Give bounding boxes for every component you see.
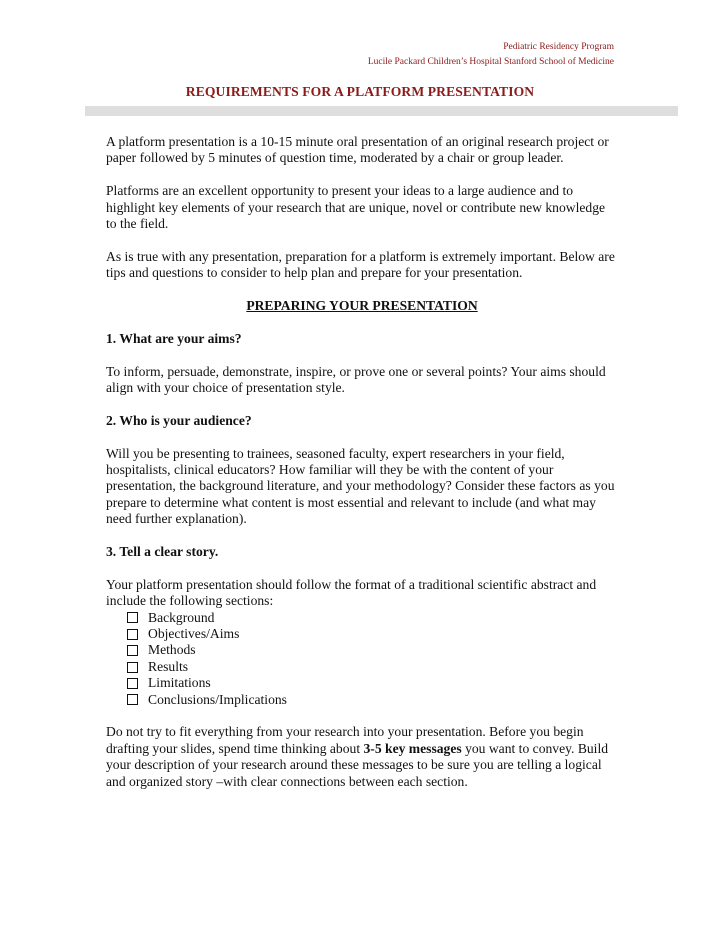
checklist-item bbox=[127, 626, 618, 642]
checklist-item bbox=[127, 610, 618, 626]
checklist-label: Background bbox=[148, 609, 215, 625]
closing-text-end: you want to convey. Build your description of your research around these messages to be sure you are telling a logical and organized story –with clear connections between each section. bbox=[106, 740, 609, 789]
sections-checklist bbox=[106, 610, 618, 708]
question-1-heading: 1. What are your aims? bbox=[106, 330, 242, 346]
question-3-heading: 3. Tell a clear story. bbox=[106, 544, 219, 560]
checklist-item bbox=[127, 659, 618, 675]
question-2-body: Will you be presenting to trainees, seasoned faculty, expert researchers in your field, hospitalists, clinical educators? How familiar will they be with the content of your presentation, the background literature, and your methodology? Consider these factors as you prepare to determine what content is most essential and relevant to include (and what may need further explanation). bbox=[106, 445, 615, 527]
intro-paragraph-1: A platform presentation is a 10-15 minute oral presentation of an original research project or paper followed by 5 minutes of question time, moderated by a chair or group leader. bbox=[106, 134, 609, 166]
question-1-body: To inform, persuade, demonstrate, inspire, or prove one or several points? Your aims should align with your choice of presentation style. bbox=[106, 363, 606, 396]
header-program: Pediatric Residency Program bbox=[503, 42, 614, 52]
checkbox-icon bbox=[127, 694, 138, 705]
key-messages-emphasis: 3-5 key messages bbox=[363, 740, 462, 756]
page-title: REQUIREMENTS FOR A PLATFORM PRESENTATION bbox=[185, 84, 535, 99]
checkbox-icon bbox=[127, 629, 138, 640]
checkbox-icon bbox=[127, 612, 138, 623]
question-3-body: Your platform presentation should follow the format of a traditional scientific abstract and include the following sections: bbox=[106, 576, 597, 609]
checklist-label: Objectives/Aims bbox=[148, 626, 240, 642]
closing-text-start: Do not try to fit everything from your research into your presentation. Before you begin drafting your slides, spend time thinking about bbox=[106, 724, 584, 756]
intro-paragraph-3: As is true with any presentation, preparation for a platform is extremely important. Below are tips and questions to consider to help plan and prepare for your presentation. bbox=[106, 248, 615, 281]
checklist-label: Methods bbox=[148, 642, 196, 658]
checklist-item bbox=[127, 642, 618, 658]
checkbox-icon bbox=[127, 645, 138, 656]
checklist-label: Results bbox=[148, 658, 189, 674]
checkbox-icon bbox=[127, 678, 138, 689]
checklist-label: Conclusions/Implications bbox=[148, 691, 287, 707]
section-title: PREPARING YOUR PRESENTATION bbox=[246, 298, 478, 314]
closing-paragraph bbox=[106, 724, 618, 790]
checklist-item bbox=[127, 692, 618, 708]
checklist-item bbox=[127, 675, 618, 691]
checkbox-icon bbox=[127, 662, 138, 673]
title-divider-bar bbox=[85, 106, 678, 116]
intro-paragraph-2: Platforms are an excellent opportunity to present your ideas to a large audience and to highlight key elements of your research that are unique, novel or contribute new knowledge to the field. bbox=[106, 183, 606, 232]
document-header bbox=[368, 40, 614, 70]
checklist-label: Limitations bbox=[148, 675, 211, 691]
question-2-heading: 2. Who is your audience? bbox=[106, 412, 252, 428]
document-body bbox=[106, 134, 618, 806]
header-institution: Lucile Packard Children’s Hospital Stanford School of Medicine bbox=[367, 57, 614, 67]
